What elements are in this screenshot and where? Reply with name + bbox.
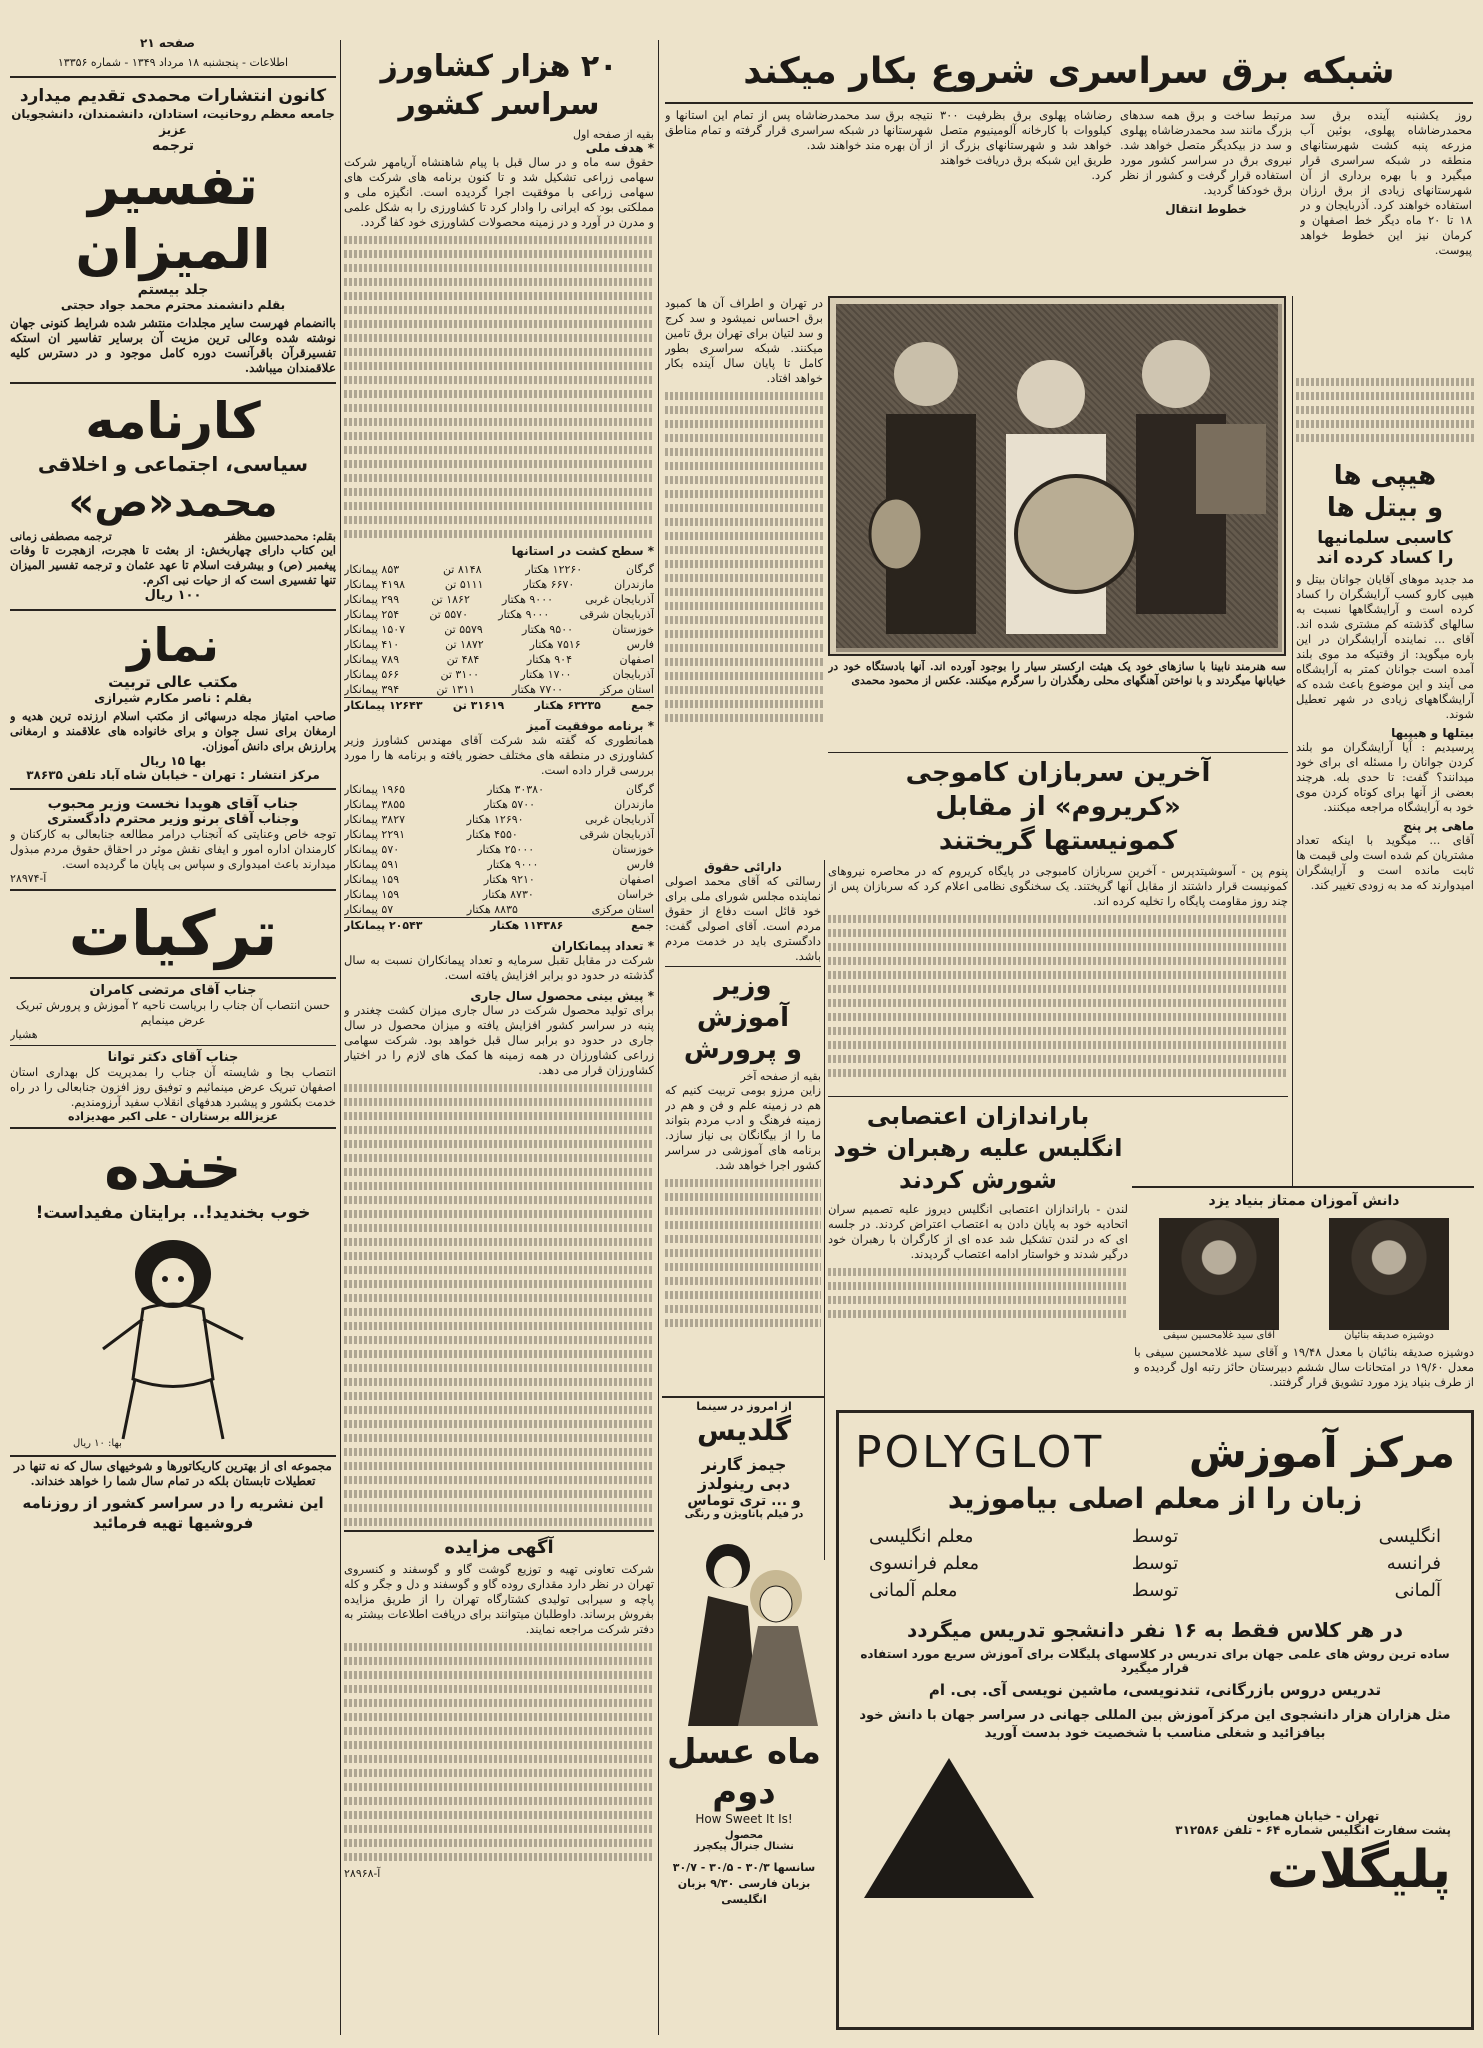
film-title-2: دوم (712, 1772, 776, 1812)
farmers-sec3: * برنامه موفقیت آمیز (526, 719, 654, 733)
cinema-film-note: در فیلم پاناویژن و رنگی (684, 1509, 804, 1520)
notice2-title: جناب آقای مرتضی کامران (89, 983, 257, 998)
notice1-code: آ-۲۸۹۷۴ (10, 872, 47, 885)
dockers-headline-3: شورش کردند (898, 1166, 1057, 1194)
cinema-top: از امروز در سینما (696, 1400, 792, 1413)
cinema-star-3: و ... تری توماس (687, 1493, 801, 1509)
table-row: استان مرکز ۷۷۰۰ هکتار ۱۳۱۱ تن ۳۹۴ پیمانکار (344, 683, 654, 696)
table-row: مازندران ۵۷۰۰ هکتار ۳۸۵۵ پیمانکار (344, 798, 654, 811)
khandeh-price: بها: ۱۰ ریال (73, 1438, 122, 1449)
notice1-title: جناب آقای هویدا نخست وزیر محبوب (47, 796, 299, 812)
student-1 (1329, 1218, 1449, 1341)
student-2-caption: آقای سید غلامحسین سیفی (1163, 1330, 1275, 1341)
book3-address: مرکز انتشار : تهران - خیابان شاه آباد تلفن ۳۸۶۳۵ (26, 768, 320, 782)
khandeh-sub: خوب بخندید!.. برایتان مفیداست! (35, 1203, 311, 1223)
polyglot-desc-2: تدریس دروس بازرگانی، تندنویسی، ماشین نویسی آی. بی. ام (928, 1681, 1382, 1699)
khandeh-title: خنده (104, 1133, 242, 1203)
dockers-headline-1: باراندازان اعتصابی (866, 1102, 1090, 1130)
lang-english: انگلیسی (1378, 1526, 1441, 1547)
polyglot-slogan: زبان را از معلم اصلی بیاموزید (947, 1482, 1363, 1515)
hippie-body2: پرسیدیم : آیا آرایشگران مو بلند کردن جوانان را مسئله ای برای خود میدانند؟ گفت: تا حدی بله. هرچند بعضی از آنها برای کوتاه کردن موی خود به آرایشگاه مراجعه میکنند. (1296, 740, 1474, 814)
book1-author: بقلم دانشمند محترم محمد جواد حجتی (60, 298, 286, 312)
cinema-producer-2: نشنال جنرال پیکچرز (694, 1841, 794, 1852)
hippie-sub-2: را کساد کرده اند (1316, 548, 1454, 568)
top-story-body-b: مرتبط ساخت و برق همه سدهای بزرگ مانند سد محمدرضاشاه پهلوی و سد دز بیکدیگر متصل خواهد شد. نیروی برق در سراسر کشور مورد استفاده قرار گرفت و کشور از نظر برق خودکفا گردید. (1120, 108, 1292, 197)
cinema-poster (668, 1526, 820, 1726)
masthead-info: اطلاعات - پنجشنبه ۱۸ مرداد ۱۳۴۹ - شماره ۱۳۳۵۶ (57, 56, 289, 69)
farmers-sec4: * تعداد پیمانکاران (551, 939, 654, 953)
top-story-col-e (665, 296, 823, 856)
footer-desc: مجموعه ای از بهترین کاریکاتورها و شوخیهای سال که نه تنها در تعطیلات تابستان بلکه در تمام سال شما را خواهد خنداند. (14, 1459, 332, 1488)
area-table-2 (344, 782, 654, 933)
student-2 (1159, 1218, 1279, 1341)
triangle-logo-icon (859, 1753, 1039, 1903)
student-2-photo (1159, 1218, 1279, 1330)
cinema-showtimes: سانسها ۳۰/۳ - ۳۰/۵ - ۳۰/۷ بزبان فارسی ۹/۳۰ بزبان انگلیسی (672, 1861, 816, 1906)
polyglot-brand-fa: پلیگلات (1267, 1840, 1451, 1900)
table-row: گرگان ۳۰۳۸۰ هکتار ۱۹۶۵ پیمانکار (344, 783, 654, 796)
book2-author: بقلم: محمدحسین مظفر (224, 530, 336, 543)
table-row: گرگان ۱۲۲۶۰ هکتار ۸۱۴۸ تن ۸۵۳ پیمانکار (344, 563, 654, 576)
page-label: صفحه ۲۱ (140, 36, 195, 50)
musicians-caption: سه هنرمند نابینا با سازهای خود یک هیئت ارکستر سیار را بوجود آورده اند. آنها بادستگاه خود در خیابانها میگردند و با نواختن آهنگهای محلی رهگذران را سرگرم میکنند. عکس از محمود محمدی (828, 660, 1286, 687)
table-row: استان مرکزی ۸۸۳۵ هکتار ۵۷ پیمانکار (344, 903, 654, 916)
polyglot-lang-grid (839, 1520, 1471, 1607)
top-story-col-c: رضاشاه پهلوی برق بظرفیت ۳۰۰ کیلووات با کارخانه آلومینیوم متصل خواهد شد و شهرستانهای بزرگ از طریق این شبکه برق دریافت خواهند کرد. (940, 108, 1112, 182)
film-title-1: ماه عسل (667, 1732, 821, 1772)
cinema-name: گلدیس (697, 1414, 791, 1447)
notice1-body: توجه خاص وعنایتی که آنجناب درامر مطالعه جنابعالی به کارکنان و کارمندان اداره امور و ایفای نقش موثر در احقاق حقوق مردم مبذول میدارند باعث امیدواری و سپاس بی پایان ما گردیده است. (10, 827, 336, 871)
rights-body: رسالتی که آقای محمد اصولی نماینده مجلس شورای ملی برای خود قائل است دفاع از حقوق مردم است. آقای اصولی گفت: دادگستری باید در خدمت مردم باشد. (665, 874, 821, 963)
publisher-sub: جامعه معظم روحانیت، استادان، دانشمندان، دانشجویان عزیز (11, 107, 335, 137)
table-row: مازندران ۶۶۷۰ هکتار ۵۱۱۱ تن ۴۱۹۸ پیمانکار (344, 578, 654, 591)
level-1: توسط (1131, 1526, 1179, 1547)
dockers-headline-2: انگلیس علیه رهبران خود (833, 1134, 1123, 1162)
musicians-photo (828, 296, 1286, 656)
book2-desc: این کتاب دارای چهاربخش: از بعثت تا هجرت، ازهجرت تا وفات پیغمبر (ص) و بیشرفت اسلام تا عهد عثمان و ترجمه تفسیر المیزان تنها تفسیری است که از حیات نبی اکرم. (10, 543, 336, 587)
hippie-filler-top (1296, 372, 1474, 456)
hippie-article (1296, 460, 1474, 1180)
teriak-title: ترکیات (68, 897, 278, 970)
students-title: دانش آموزان ممتاز بنیاد یزد (1208, 1193, 1400, 1209)
table-total: جمع ۶۳۲۳۵ هکتار ۳۱۶۱۹ تن ۱۲۶۴۳ پیمانکار (344, 699, 654, 712)
polyglot-en-title: POLYGLOT (855, 1427, 1105, 1478)
polyglot-fa-title: مرکز آموزش (1188, 1428, 1455, 1477)
book3-price: بها ۱۵ ریال (139, 754, 207, 768)
notice2-sign: هشیار (10, 1028, 38, 1041)
education-article (665, 970, 821, 1390)
table-row: خوزستان ۲۵۰۰۰ هکتار ۵۷۰ پیمانکار (344, 843, 654, 856)
soldiers-headline-1: آخرین سربازان کاموجی (905, 758, 1211, 788)
khandeh-illustration (73, 1229, 273, 1449)
students-photos (1134, 1218, 1474, 1341)
polyglot-ad (836, 1410, 1474, 2030)
hippie-body3: آقای ... میگوید با اینکه تعداد مشتریان کم شده است ولی قیمت ها ثابت مانده است و آرایشگران امیدوارند که مد به زودی تغییر کند. (1296, 833, 1474, 892)
students-article (1134, 1190, 1474, 1410)
farmers-sec5: * پیش بینی محصول سال جاری (470, 989, 654, 1003)
farmers-cont: بقیه از صفحه اول (573, 128, 654, 141)
notice3-sign: عزیزالله برستاران - علی اکبر مهدیزاده (68, 1110, 278, 1123)
table-row: اصفهان ۹۲۱۰ هکتار ۱۵۹ پیمانکار (344, 873, 654, 886)
farmers-headline-2: سراسر کشور (398, 87, 600, 122)
auction-body: شرکت تعاونی تهیه و توزیع گوشت گاو و گوسفند و کنسروی تهران در نظر دارد مقداری روده گاو و گوسفند و دل و جگر و کله پاچه و سیرابی تولیدی کشتارگاه تهران را از طریق مزایده بفروش برساند. داوطلبان میتوانند برای دریافت اطلاعات بیشتر به دفتر شرکت مراجعه نمایند. (344, 1562, 654, 1636)
book2-price: ۱۰۰ ریال (144, 588, 202, 603)
table-row: آذربایجان شرقی ۴۵۵۰ هکتار ۲۲۹۱ پیمانکار (344, 828, 654, 841)
rights-title: دارائی حقوق (704, 860, 782, 874)
level-3: توسط (1131, 1580, 1179, 1601)
musicians-image-icon (836, 304, 1282, 652)
hippie-title-1: هیپی ها (1333, 461, 1437, 491)
education-body: زاین مرزو بومی تربیت کنیم که هم در زمینه علم و فن و هم در زمینه فرهنگ و ادب مردم بتواند ما را از بیگانگان بی نیاز سازد. برنامه های آموزشی در سراسر کشور اجرا خواهد شد. (665, 1083, 821, 1172)
teacher-2: معلم فرانسوی (869, 1553, 979, 1574)
farmers-body3: همانطوری که گفته شد شرکت آقای مهندس کشاورز وزیر کشاورزی در منطقه های مختلف حضور یافته و برنامه ها را مورد بررسی قرار داده است. (344, 733, 654, 777)
polyglot-brand-block (1175, 1809, 1451, 1903)
top-story-subhead: خطوط انتقال (1165, 202, 1247, 216)
film-poster-icon (668, 1526, 820, 1726)
top-story-col-a: روز یکشنبه آینده برق سد محمدرضاشاه پهلوی، بوئین آب مزرعه پنبه کشت شهرستانهای منطقه در شبکه سراسری قرار میگیرد و با بهره برداری از آن شهرستانهای زیادی از برق ارزان استفاده خواهند کرد. آذربایجان و در ۱۸ تا ۲۰ ماه دیگر خط اصفهان و کرمان نیز این خطوط خواهد پیوست. (1300, 108, 1472, 257)
cinema-star-2: دبی رینولدز (697, 1474, 791, 1493)
book2-title: کارنامه (85, 392, 261, 450)
book1-desc: باانضمام فهرست سایر مجلدات منتشر شده شرایط کنونی جهان نوشته شده وعالی ترین مزیت آن برسایر تفاسیر ان استکه تفسیرقرآن باقرآنست دوره کامل موجود و در دسترس کلیه علاقمندان میباشد. (10, 316, 336, 375)
level-2: توسط (1131, 1553, 1179, 1574)
auction-code: آ-۲۸۹۶۸ (344, 1867, 381, 1880)
hippie-title-2: و بیتل ها (1326, 493, 1444, 523)
table-row: آذربایجان شرقی ۹۰۰۰ هکتار ۵۵۷۰ تن ۲۵۴ پیمانکار (344, 608, 654, 621)
auction-notice (344, 1534, 654, 2034)
dockers-article (828, 1100, 1128, 1400)
farmers-body5: برای تولید محصول شرکت در سال جاری میزان کشت چغندر و پنبه در سراسر کشور افزایش یافته و میزان محصول در سال جاری در حدود دو برابر سال قبل خواهد بود. شرکت سهامی زراعی کشاورزان در همه زمینه ها کمک های لازم را در اختیار کشاورزان قرار می دهد. (344, 1003, 654, 1077)
farmers-body1: حقوق سه ماه و در سال قبل با پیام شاهنشاه آریامهر شرکت سهامی زراعی تشکیل شد و تا کنون برنامه های شرکت های سهامی زراعی با موفقیت اجرا گردیده است. انگیزه ملی و مملکتی بود که ایرانی را وادار کرد تا کشاورزی را به شکل علمی و مدرن در آورد و در زمینه محصولات کشاورزی خود کفا گردد. (344, 155, 654, 229)
book2-name: محمد«ص» (68, 480, 278, 526)
cinema-star-1: جیمز گارنر (701, 1455, 787, 1474)
hippie-sub-3: بیتلها و هیپیها (1391, 726, 1474, 740)
notice1-sub: وجناب آقای برنو وزیر محترم دادگستری (47, 812, 299, 827)
teacher-1: معلم انگلیسی (869, 1526, 974, 1547)
polyglot-footer (839, 1743, 1471, 1903)
top-story-col-b (1120, 108, 1292, 288)
farmers-body4: شرکت در مقابل تقبل سرمایه و تعداد پیمانکاران نسبت به سال گذشته در حدود دو برابر افزایش یافته است. (344, 953, 654, 982)
table-row: خوزستان ۹۵۰۰ هکتار ۵۵۷۹ تن ۱۵۰۷ پیمانکار (344, 623, 654, 636)
soldiers-body: پنوم پن - آسوشیتدپرس - آخرین سربازان کامبوجی در پایگاه کریروم که در محاصره نیروهای کمونیست قرار داشتند از مقابل آنها گریختند. یک سخنگوی نظامی اعلام کرد که سربازان پس از چند روز مقاومت پایگاه را تخلیه کرده اند. (828, 864, 1288, 908)
book2-credits (10, 530, 336, 543)
lang-french: فرانسه (1386, 1553, 1441, 1574)
table-row: اصفهان ۹۰۴ هکتار ۴۸۴ تن ۷۸۹ پیمانکار (344, 653, 654, 666)
polyglot-desc-3: مثل هزاران هزار دانشجوی این مرکز آموزش بین المللی جهانی در سراسر جهان با دانش خود بیافزائید و شغلی مناسب با شخصیت خود بدست آورید (859, 1708, 1451, 1741)
notice3-title: جناب آقای دکتر توانا (107, 1050, 239, 1065)
student-1-caption: دوشیزه صدیقه بنائیان (1344, 1330, 1434, 1341)
students-body: دوشیزه صدیقه بنائیان با معدل ۱۹/۴۸ و آقای سید غلامحسین سیفی با معدل ۱۹/۶۰ در امتحانات سال ششم دبیرستان حائز رتبه اول گردیده و از طرف بنیاد یزد مورد تشویق قرار گرفتند. (1134, 1345, 1474, 1389)
farmers-headline-1: ۲۰ هزار کشاورز (380, 49, 618, 84)
book1-title: تفسیر المیزان (75, 154, 271, 281)
hippie-sub-4: ماهی پر پنج (1403, 819, 1474, 833)
hippie-sub-1: کاسبی سلمانیها (1317, 528, 1453, 548)
rights-article (665, 860, 821, 980)
polyglot-address: تهران - خیابان همایون (1247, 1809, 1380, 1823)
soldiers-headline-2: «کریروم» از مقابل (935, 792, 1181, 822)
auction-title: آگهی مزایده (444, 1537, 554, 1558)
table-row: آذربایجان ۱۷۰۰ هکتار ۳۱۰۰ تن ۵۶۶ پیمانکار (344, 668, 654, 681)
polyglot-header (839, 1413, 1471, 1478)
education-headline-2: و پرورش (683, 1035, 803, 1065)
book3-author: بقلم : ناصر مکارم شیرازی (94, 691, 252, 705)
notice3-body: انتصاب بجا و شایسته آن جناب را بمدیریت کل بهداری استان اصفهان تبریک عرض مینمائیم و توفیق روز افزون جنابعالی را در راه خدمت بکشور و پیشبرد هدفهای انقلاب سفید آرزومندیم. (10, 1065, 336, 1109)
table-row: فارس ۹۰۰۰ هکتار ۵۹۱ پیمانکار (344, 858, 654, 871)
book1-vol: جلد بیستم (137, 282, 209, 298)
table-row: آذربایجان غربی ۱۲۶۹۰ هکتار ۳۸۲۷ پیمانکار (344, 813, 654, 826)
translation-label: ترجمه (152, 138, 194, 154)
book2-sub: سیاسی، اجتماعی و اخلاقی (37, 452, 309, 476)
left-ads-column (10, 82, 336, 2032)
teacher-3: معلم آلمانی (869, 1580, 958, 1601)
table-row: فارس ۷۵۱۶ هکتار ۱۸۷۲ تن ۴۱۰ پیمانکار (344, 638, 654, 651)
table-total: جمع ۱۱۴۳۸۶ هکتار ۲۰۵۴۳ پیمانکار (344, 919, 654, 932)
publisher-heading: کانون انتشارات محمدی تقدیم میدارد (19, 86, 327, 106)
cartoon-figure-icon (73, 1229, 273, 1449)
education-headline-1: وزیر آموزش (696, 971, 790, 1033)
top-story-col-d: نتیجه برق سد محمدرضاشاه پس از تمام این استانها و شهرستانها در شبکه سراسری قرار گرفته و تمام مناطق از آن بهره مند خواهند شد. (665, 108, 933, 152)
cinema-ad (664, 1400, 824, 2030)
polyglot-desc-1: ساده ترین روش های علمی جهان برای تدریس در کلاسهای پلیگلات برای آموزش سریع مورد استفاده قرار میگیرد (860, 1647, 1450, 1675)
cinema-producer: محصول (724, 1830, 764, 1841)
notice2-body: حسن انتصاب آن جناب را بریاست ناحیه ۲ آموزش و پرورش تبریک عرض مینمایم (15, 998, 331, 1027)
student-1-photo (1329, 1218, 1449, 1330)
polyglot-address-2: پشت سفارت انگلیس شماره ۶۴ - تلفن ۳۱۲۵۸۶ (1175, 1823, 1451, 1837)
book3-title: نماز (127, 618, 219, 672)
film-en: How Sweet It Is! (695, 1812, 793, 1826)
masthead-left (10, 36, 336, 56)
hippie-body: مد جدید موهای آقایان جوانان بیتل و هیپی کارو کسب آرایشگران را کساد کرده است و آرایشگاهها نسبت به سالهای گذشته کم مشتری شده اند. آقای ... نماینده آرایشگران در این باره میگوید: از وقتیکه مد موی بلند آمده است جوانان کمتر به آرایشگاه می آیند و این موضوع باعث شده که آرایشگاههای زیادی در شهر تعطیل شوند. (1296, 572, 1474, 721)
footer-note: این نشریه را در سراسر کشور از روزنامه فروشیها تهیه فرمائید (22, 1494, 324, 1532)
farmers-sec1: * هدف ملی (585, 141, 654, 155)
book2-translator: ترجمه مصطفی زمانی (10, 530, 112, 543)
dockers-body: لندن - باراندازان اعتصابی انگلیس دیروز علیه تصمیم سران اتحادیه خود به پایان دادن به اعتصاب اعتراض کردند. در جلسه ای که در لندن تشکیل شد عده ای از کارگران با رهبران خود درگیر شدند و خواستار ادامه اعتصاب گردیدند. (828, 1202, 1128, 1261)
table-row: خراسان ۸۷۳۰ هکتار ۱۵۹ پیمانکار (344, 888, 654, 901)
education-cont: بقیه از صفحه آخر (740, 1070, 821, 1083)
top-story-body-e: در تهران و اطراف آن ها کمبود برق احساس نمیشود و سد کرج و سد لتیان برای تهران برق تامین میکنند. شبکه سراسری بطور کامل تا پایان سال آینده بکار خواهد افتاد. (665, 296, 823, 385)
book3-sub: مکتب عالی تربیت (108, 673, 238, 691)
area-table-1 (344, 562, 654, 713)
soldiers-headline-3: کمونیستها گریختند (938, 826, 1178, 856)
table-row: آذربایجان غربی ۹۰۰۰ هکتار ۱۸۶۲ تن ۲۹۹ پیمانکار (344, 593, 654, 606)
lang-german: آلمانی (1394, 1580, 1441, 1601)
farmers-sec2: * سطح کشت در استانها (511, 544, 654, 558)
top-story-headline: شبکه برق سراسری شروع بکار میکند (743, 51, 1395, 92)
book3-desc: صاحب امتیاز مجله درسهائی از مکتب اسلام ارزنده ترین هدیه و ارمغان برای نسل جوان و برای خانواده های علاقمند و ارمغانی پرارزش برای دانش آموزان. (10, 709, 336, 753)
polyglot-class-note: در هر کلاس فقط به ۱۶ نفر دانشجو تدریس میگردد (907, 1618, 1403, 1642)
